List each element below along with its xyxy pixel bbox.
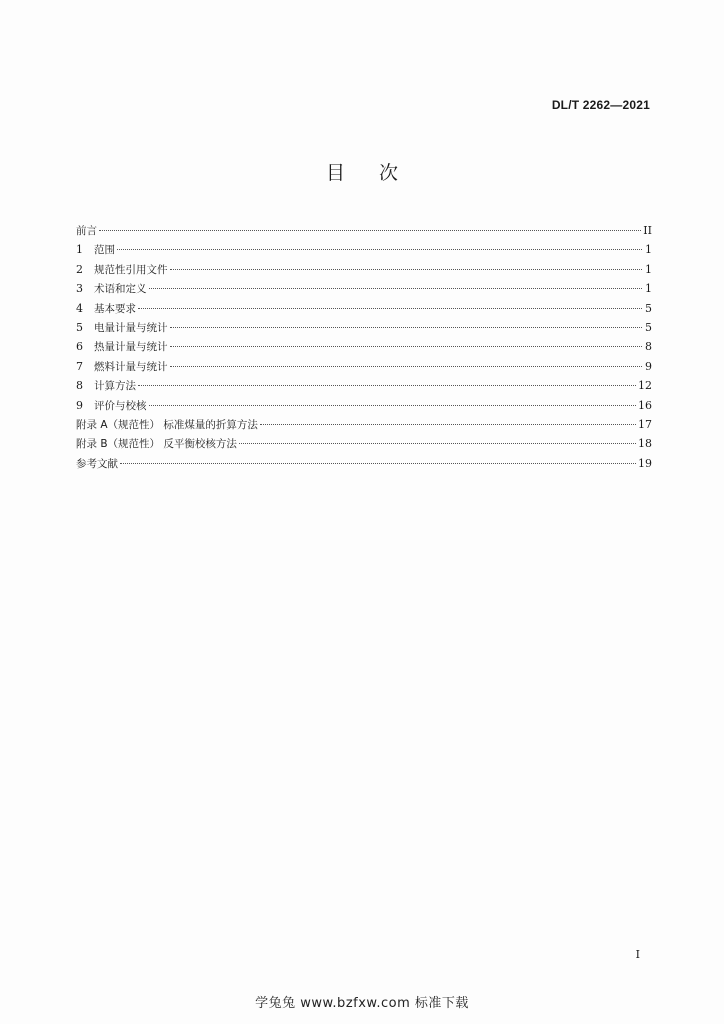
toc-entry[interactable] bbox=[76, 299, 652, 318]
toc-entry-label: 燃料计量与统计 bbox=[94, 360, 168, 373]
toc-entry-page: 8 bbox=[645, 340, 652, 354]
toc-entry-number: 5 bbox=[76, 320, 83, 334]
toc-dot-leader bbox=[170, 327, 643, 328]
toc-entry-number: 9 bbox=[76, 398, 83, 412]
toc-entry[interactable] bbox=[76, 357, 652, 376]
toc-entry-page: 5 bbox=[645, 301, 652, 315]
toc-entry-number: 2 bbox=[76, 262, 83, 276]
toc-dot-leader bbox=[170, 346, 643, 347]
toc-entry-page: 18 bbox=[638, 437, 652, 451]
toc-entry-number: 4 bbox=[76, 301, 83, 315]
toc-dot-leader bbox=[138, 308, 642, 309]
toc-entry-label: 评价与校核 bbox=[94, 399, 147, 412]
toc-entry-label: 电量计量与统计 bbox=[94, 321, 168, 334]
toc-entry-label: 术语和定义 bbox=[94, 283, 147, 296]
toc-entry-number: 8 bbox=[76, 379, 83, 393]
toc-entry-label: 规范性引用文件 bbox=[94, 263, 168, 276]
toc-title: 目次 bbox=[325, 162, 432, 184]
watermark: 学兔兔 www.bzfxw.com 标准下载 bbox=[255, 996, 469, 1011]
toc-entry-number: 3 bbox=[76, 282, 83, 296]
toc-entry[interactable] bbox=[76, 260, 652, 279]
toc-dot-leader bbox=[138, 385, 636, 386]
document-code: DL/T 2262—2021 bbox=[551, 98, 650, 112]
toc-dot-leader bbox=[170, 366, 643, 367]
table-of-contents bbox=[76, 221, 652, 473]
toc-entry[interactable] bbox=[76, 376, 652, 395]
toc-entry-page: 16 bbox=[638, 398, 652, 412]
toc-entry-page: 5 bbox=[645, 320, 652, 334]
toc-dot-leader bbox=[149, 405, 637, 406]
toc-entry[interactable] bbox=[76, 337, 652, 356]
toc-entry[interactable] bbox=[76, 415, 652, 434]
toc-entry-page: 1 bbox=[645, 243, 652, 257]
toc-entry-label: 附录 B（规范性） 反平衡校核方法 bbox=[76, 438, 237, 451]
toc-entry-label: 计算方法 bbox=[94, 380, 136, 393]
toc-dot-leader bbox=[120, 463, 636, 464]
toc-entry-page: 1 bbox=[645, 282, 652, 296]
toc-entry[interactable] bbox=[76, 221, 652, 240]
toc-entry-page: II bbox=[643, 224, 652, 237]
toc-dot-leader bbox=[99, 230, 641, 231]
toc-dot-leader bbox=[149, 288, 643, 289]
toc-entry[interactable] bbox=[76, 240, 652, 259]
toc-entry-page: 17 bbox=[638, 417, 652, 431]
toc-entry[interactable] bbox=[76, 454, 652, 473]
toc-entry[interactable] bbox=[76, 434, 652, 453]
toc-entry-page: 1 bbox=[645, 262, 652, 276]
toc-entry-label: 热量计量与统计 bbox=[94, 341, 168, 354]
toc-entry[interactable] bbox=[76, 279, 652, 298]
toc-entry-label: 参考文献 bbox=[76, 457, 118, 470]
toc-entry-number: 7 bbox=[76, 359, 83, 373]
toc-dot-leader bbox=[170, 269, 643, 270]
toc-entry-number: 1 bbox=[76, 243, 83, 257]
toc-dot-leader bbox=[239, 443, 636, 444]
toc-entry-page: 12 bbox=[638, 379, 652, 393]
toc-entry-page: 19 bbox=[638, 456, 652, 470]
toc-entry-label: 附录 A（规范性） 标准煤量的折算方法 bbox=[76, 418, 258, 431]
toc-dot-leader bbox=[117, 249, 642, 250]
toc-dot-leader bbox=[260, 424, 636, 425]
toc-entry[interactable] bbox=[76, 396, 652, 415]
toc-entry-page: 9 bbox=[645, 359, 652, 373]
toc-entry-label: 基本要求 bbox=[94, 302, 136, 315]
toc-entry-label: 前言 bbox=[76, 225, 97, 237]
page-number: I bbox=[635, 948, 640, 961]
toc-entry[interactable] bbox=[76, 318, 652, 337]
toc-entry-number: 6 bbox=[76, 340, 83, 354]
toc-entry-label: 范围 bbox=[94, 244, 115, 257]
